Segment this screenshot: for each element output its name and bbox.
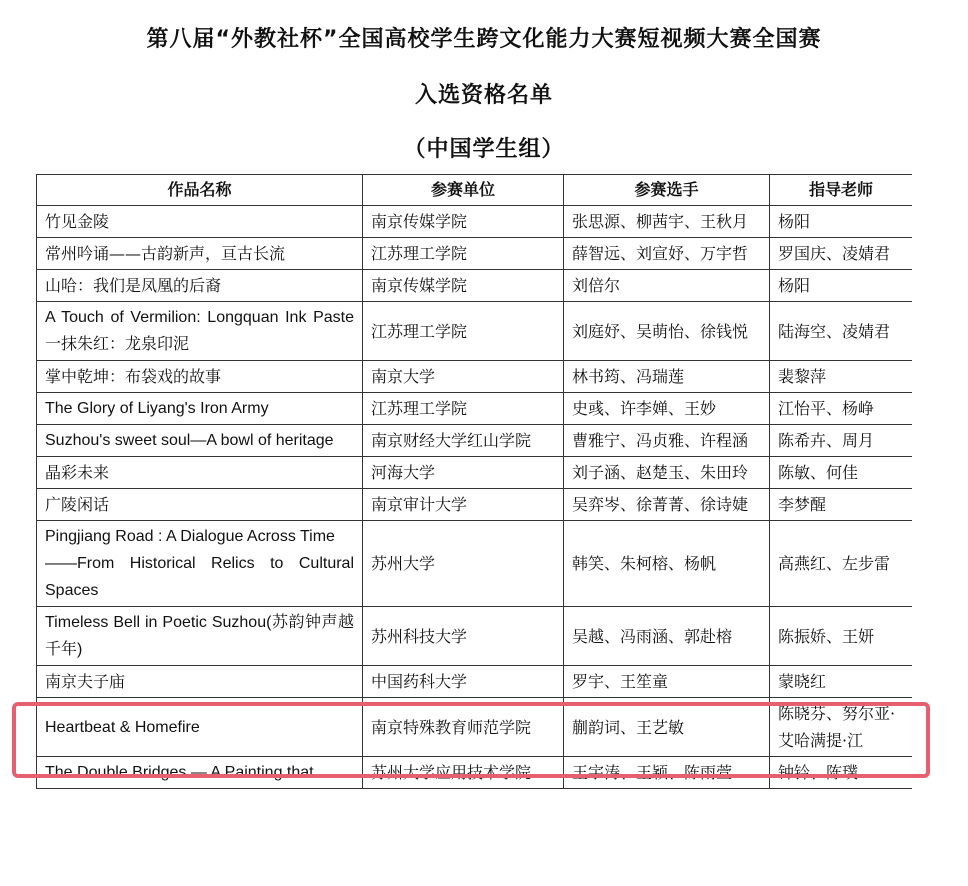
document-subtitle: 入选资格名单 bbox=[414, 83, 553, 108]
table-row bbox=[37, 393, 913, 425]
students: 刘倍尔 bbox=[564, 270, 770, 302]
students: 王宇涛、王颖、陈雨萱 bbox=[564, 757, 770, 789]
institution: 江苏理工学院 bbox=[363, 302, 564, 361]
work-title: 山哈：我们是凤凰的后裔 bbox=[37, 270, 363, 302]
work-title-line: ——From Historical Relics to Cultural Spaces bbox=[45, 555, 354, 599]
table-row bbox=[37, 270, 913, 302]
table-row bbox=[37, 361, 913, 393]
header-students: 参赛选手 bbox=[564, 175, 770, 206]
institution: 苏州大学 bbox=[363, 521, 564, 607]
students: 罗宇、王笙童 bbox=[564, 666, 770, 698]
students: 林书筠、冯瑞莲 bbox=[564, 361, 770, 393]
students: 吴弈岑、徐菁菁、徐诗婕 bbox=[564, 489, 770, 521]
table-row bbox=[37, 521, 913, 607]
advisor: 罗国庆、凌婧君 bbox=[770, 238, 913, 270]
students: 吴越、冯雨涵、郭赴榕 bbox=[564, 607, 770, 666]
students: 蒯韵词、王艺敏 bbox=[564, 698, 770, 757]
table-row bbox=[37, 757, 913, 789]
institution: 江苏理工学院 bbox=[363, 393, 564, 425]
work-title: Suzhou's sweet soul—A bowl of heritage bbox=[37, 425, 363, 457]
institution: 南京大学 bbox=[363, 361, 564, 393]
results-table-container bbox=[36, 174, 912, 794]
institution: 河海大学 bbox=[363, 457, 564, 489]
table-row bbox=[37, 489, 913, 521]
institution: 南京传媒学院 bbox=[363, 206, 564, 238]
advisor: 陈晓芬、努尔亚·艾哈满提·江 bbox=[770, 698, 913, 757]
advisor: 李梦醒 bbox=[770, 489, 913, 521]
institution: 中国药科大学 bbox=[363, 666, 564, 698]
advisor: 蒙晓红 bbox=[770, 666, 913, 698]
advisor: 陆海空、凌婧君 bbox=[770, 302, 913, 361]
work-title: 常州吟诵——古韵新声，亘古长流 bbox=[37, 238, 363, 270]
table-header-row bbox=[37, 175, 913, 206]
students: 刘子涵、赵楚玉、朱田玲 bbox=[564, 457, 770, 489]
work-title: 掌中乾坤：布袋戏的故事 bbox=[37, 361, 363, 393]
students: 韩笑、朱柯榕、杨帆 bbox=[564, 521, 770, 607]
document-title: 第八届“外教社杯”全国高校学生跨文化能力大赛短视频大赛全国赛 bbox=[146, 27, 822, 52]
table-row bbox=[37, 457, 913, 489]
work-title: 广陵闲话 bbox=[37, 489, 363, 521]
advisor: 陈振娇、王妍 bbox=[770, 607, 913, 666]
institution: 南京审计大学 bbox=[363, 489, 564, 521]
document-group-label: （中国学生组） bbox=[403, 137, 565, 162]
work-title: A Touch of Vermilion: Longquan Ink Paste 一抹朱红：龙泉印泥 bbox=[37, 302, 363, 361]
table-row bbox=[37, 302, 913, 361]
work-title: The Double Bridges — A Painting that bbox=[37, 757, 363, 789]
students: 曹雅宁、冯贞雅、许程涵 bbox=[564, 425, 770, 457]
work-title: 南京夫子庙 bbox=[37, 666, 363, 698]
table-row bbox=[37, 206, 913, 238]
work-title bbox=[37, 521, 363, 607]
institution: 苏州科技大学 bbox=[363, 607, 564, 666]
work-title: The Glory of Liyang's Iron Army bbox=[37, 393, 363, 425]
students: 史彧、许李婵、王妙 bbox=[564, 393, 770, 425]
work-title: 竹见金陵 bbox=[37, 206, 363, 238]
table-row bbox=[37, 238, 913, 270]
institution: 南京财经大学红山学院 bbox=[363, 425, 564, 457]
advisor: 杨阳 bbox=[770, 270, 913, 302]
students: 张思源、柳茜宇、王秋月 bbox=[564, 206, 770, 238]
students: 薛智远、刘宣妤、万宇哲 bbox=[564, 238, 770, 270]
advisor: 杨阳 bbox=[770, 206, 913, 238]
table-row bbox=[37, 666, 913, 698]
institution: 南京特殊教育师范学院 bbox=[363, 698, 564, 757]
advisor: 裴黎萍 bbox=[770, 361, 913, 393]
header-advisor: 指导老师 bbox=[770, 175, 913, 206]
advisor: 高燕红、左步雷 bbox=[770, 521, 913, 607]
advisor: 江怡平、杨峥 bbox=[770, 393, 913, 425]
institution: 江苏理工学院 bbox=[363, 238, 564, 270]
work-title: Timeless Bell in Poetic Suzhou(苏韵钟声越千年) bbox=[37, 607, 363, 666]
table-row bbox=[37, 425, 913, 457]
institution: 苏州大学应用技术学院 bbox=[363, 757, 564, 789]
header-work-title: 作品名称 bbox=[37, 175, 363, 206]
results-table bbox=[36, 174, 912, 789]
advisor: 陈敏、何佳 bbox=[770, 457, 913, 489]
advisor: 钟钤、陈璞 bbox=[770, 757, 913, 789]
table-row-highlighted bbox=[37, 698, 913, 757]
work-title: 晶彩未来 bbox=[37, 457, 363, 489]
table-row bbox=[37, 607, 913, 666]
advisor: 陈希卉、周月 bbox=[770, 425, 913, 457]
institution: 南京传媒学院 bbox=[363, 270, 564, 302]
students: 刘庭妤、吴萌怡、徐钱悦 bbox=[564, 302, 770, 361]
header-institution: 参赛单位 bbox=[363, 175, 564, 206]
work-title-line: Pingjiang Road : A Dialogue Across Time bbox=[45, 528, 335, 545]
work-title: Heartbeat & Homefire bbox=[37, 698, 363, 757]
